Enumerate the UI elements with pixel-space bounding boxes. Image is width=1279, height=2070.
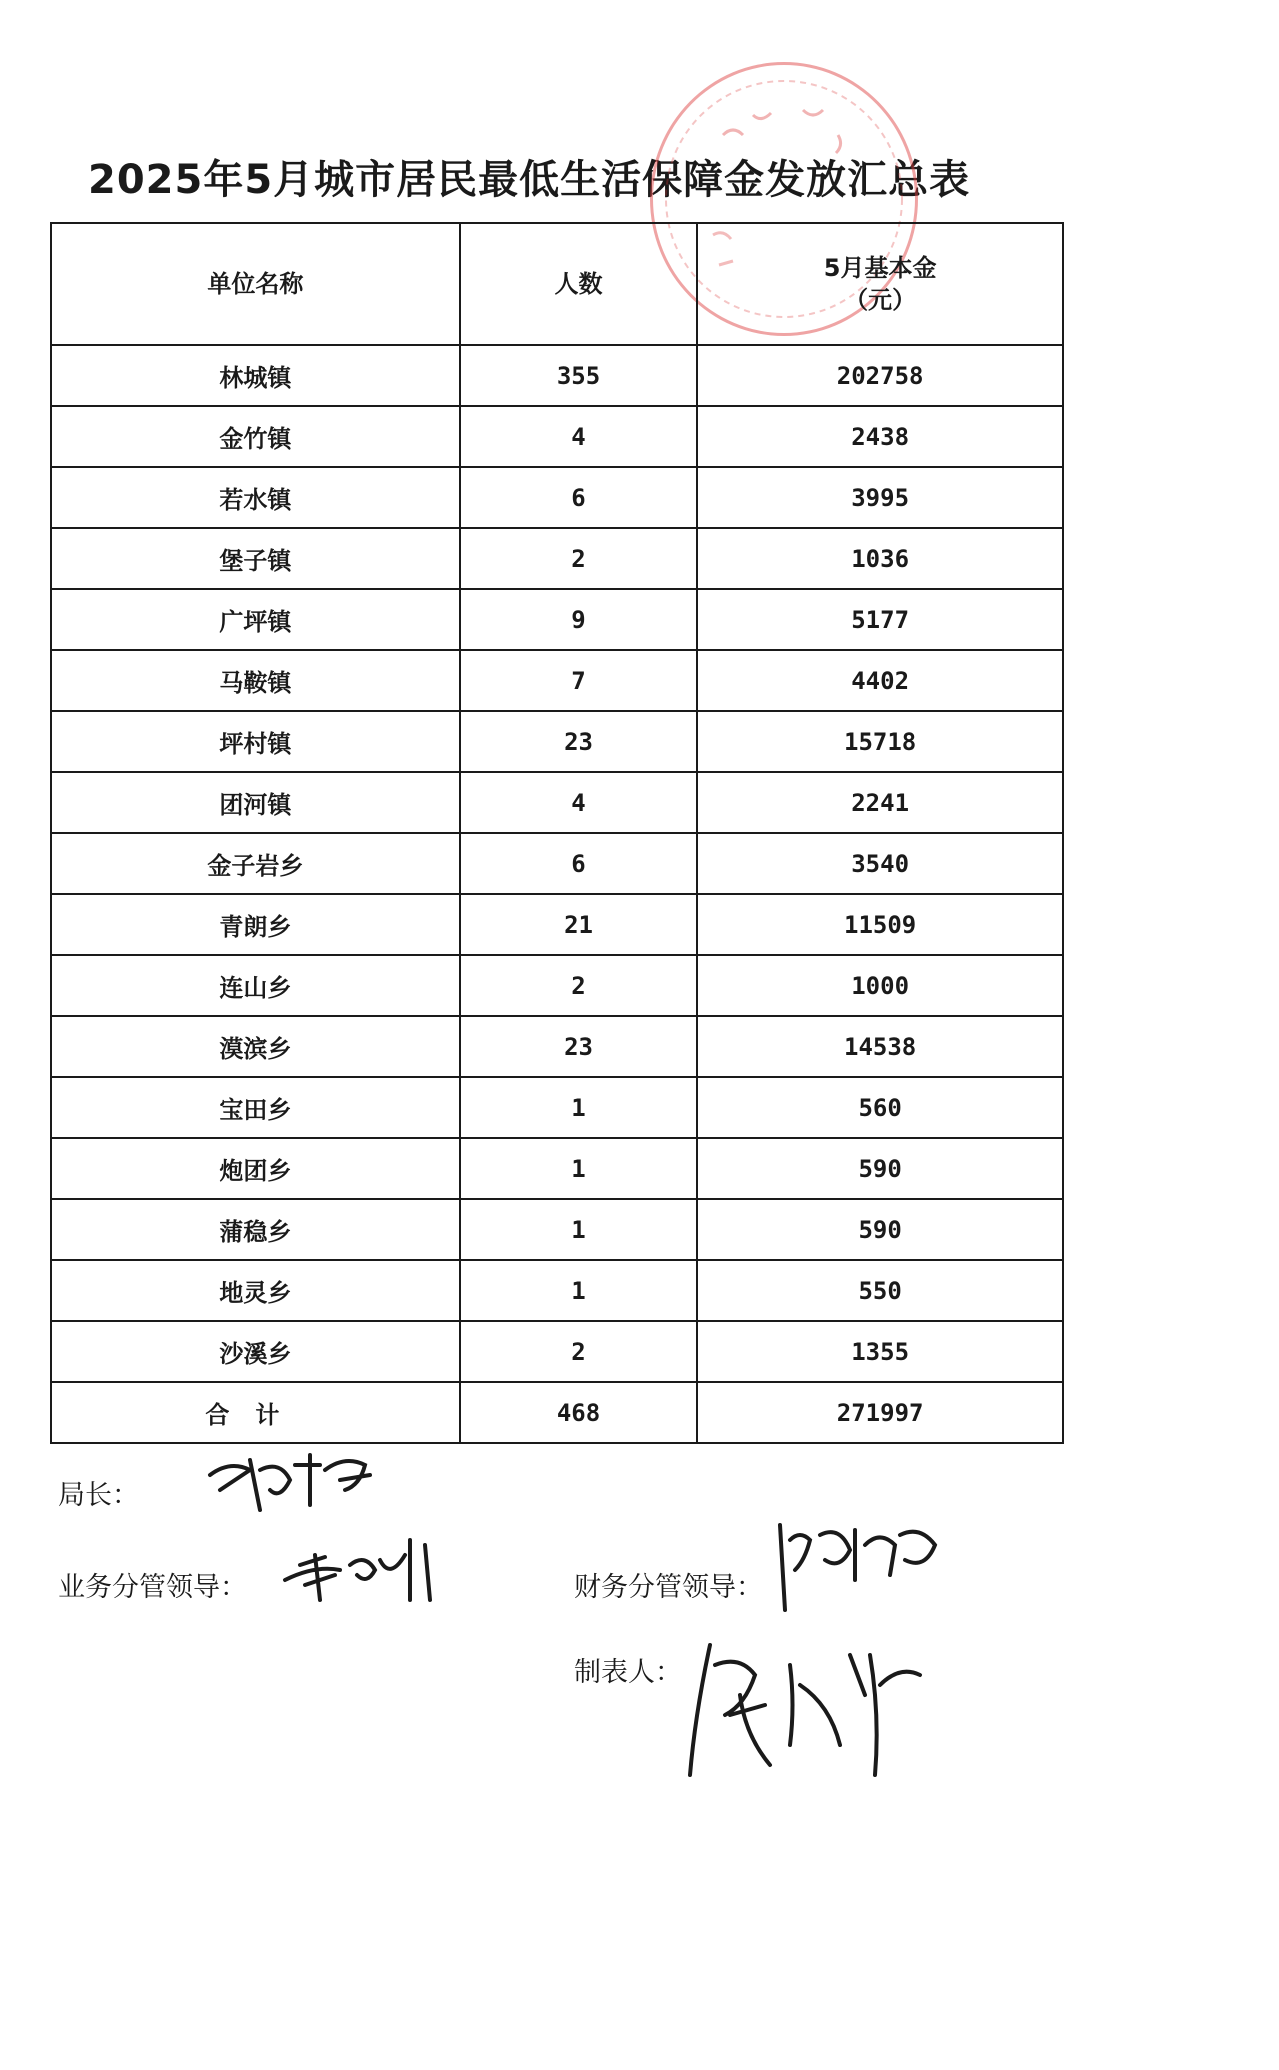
cell-count: 21 [460,894,697,955]
cell-amount: 4402 [697,650,1063,711]
table-row [51,1077,1063,1138]
cell-amount: 2241 [697,772,1063,833]
cell-amount: 3995 [697,467,1063,528]
table-row [51,345,1063,406]
cell-amount: 2438 [697,406,1063,467]
cell-unit: 连山乡 [51,955,460,1016]
cell-count: 4 [460,772,697,833]
header-amount-line2: （元） [844,286,917,314]
cell-amount: 590 [697,1138,1063,1199]
cell-amount: 550 [697,1260,1063,1321]
table-row [51,772,1063,833]
business-leader-label: 业务分管领导： [58,1572,247,1603]
table-row [51,589,1063,650]
table-row [51,1016,1063,1077]
cell-unit: 漠滨乡 [51,1016,460,1077]
table-row [51,1321,1063,1382]
cell-count: 1 [460,1199,697,1260]
total-count: 468 [460,1382,697,1443]
cell-unit: 若水镇 [51,467,460,528]
table-row [51,1260,1063,1321]
cell-amount: 5177 [697,589,1063,650]
cell-count: 2 [460,1321,697,1382]
cell-count: 1 [460,1138,697,1199]
cell-unit: 堡子镇 [51,528,460,589]
cell-unit: 地灵乡 [51,1260,460,1321]
finance-leader-signature [770,1515,940,1615]
header-amount-line1: 5月基本金 [823,254,937,282]
cell-count: 23 [460,1016,697,1077]
director-label: 局长： [58,1480,139,1511]
cell-unit: 马鞍镇 [51,650,460,711]
cell-unit: 团河镇 [51,772,460,833]
cell-unit: 坪村镇 [51,711,460,772]
document-title: 2025年5月城市居民最低生活保障金发放汇总表 [88,157,971,203]
header-count: 人数 [460,223,697,345]
cell-amount: 1036 [697,528,1063,589]
header-unit: 单位名称 [51,223,460,345]
table-row [51,955,1063,1016]
cell-amount: 202758 [697,345,1063,406]
cell-unit: 金子岩乡 [51,833,460,894]
cell-amount: 3540 [697,833,1063,894]
cell-unit: 沙溪乡 [51,1321,460,1382]
cell-count: 2 [460,528,697,589]
cell-count: 6 [460,467,697,528]
table-row [51,528,1063,589]
table-row [51,711,1063,772]
table-header-row [51,223,1063,345]
cell-unit: 金竹镇 [51,406,460,467]
cell-amount: 560 [697,1077,1063,1138]
table-row [51,650,1063,711]
cell-amount: 15718 [697,711,1063,772]
cell-amount: 1355 [697,1321,1063,1382]
table-row [51,1199,1063,1260]
cell-unit: 宝田乡 [51,1077,460,1138]
total-label: 合计 [51,1382,460,1443]
cell-count: 7 [460,650,697,711]
cell-count: 2 [460,955,697,1016]
cell-unit: 青朗乡 [51,894,460,955]
cell-count: 23 [460,711,697,772]
cell-unit: 蒲稳乡 [51,1199,460,1260]
preparer-label: 制表人： [574,1657,682,1688]
cell-unit: 广坪镇 [51,589,460,650]
finance-leader-label: 财务分管领导： [574,1572,763,1603]
table-row [51,467,1063,528]
cell-count: 355 [460,345,697,406]
cell-amount: 590 [697,1199,1063,1260]
header-amount [697,223,1063,345]
table-row [51,406,1063,467]
table-row [51,1138,1063,1199]
business-leader-signature [280,1525,440,1615]
cell-amount: 1000 [697,955,1063,1016]
preparer-signature [680,1625,930,1785]
table-row [51,894,1063,955]
cell-amount: 11509 [697,894,1063,955]
cell-unit: 林城镇 [51,345,460,406]
cell-amount: 14538 [697,1016,1063,1077]
cell-count: 9 [460,589,697,650]
cell-count: 1 [460,1260,697,1321]
total-amount: 271997 [697,1382,1063,1443]
cell-count: 1 [460,1077,697,1138]
table-total-row [51,1382,1063,1443]
cell-unit: 炮团乡 [51,1138,460,1199]
cell-count: 6 [460,833,697,894]
summary-table [50,222,1064,1444]
cell-count: 4 [460,406,697,467]
director-signature [200,1440,390,1520]
table-row [51,833,1063,894]
